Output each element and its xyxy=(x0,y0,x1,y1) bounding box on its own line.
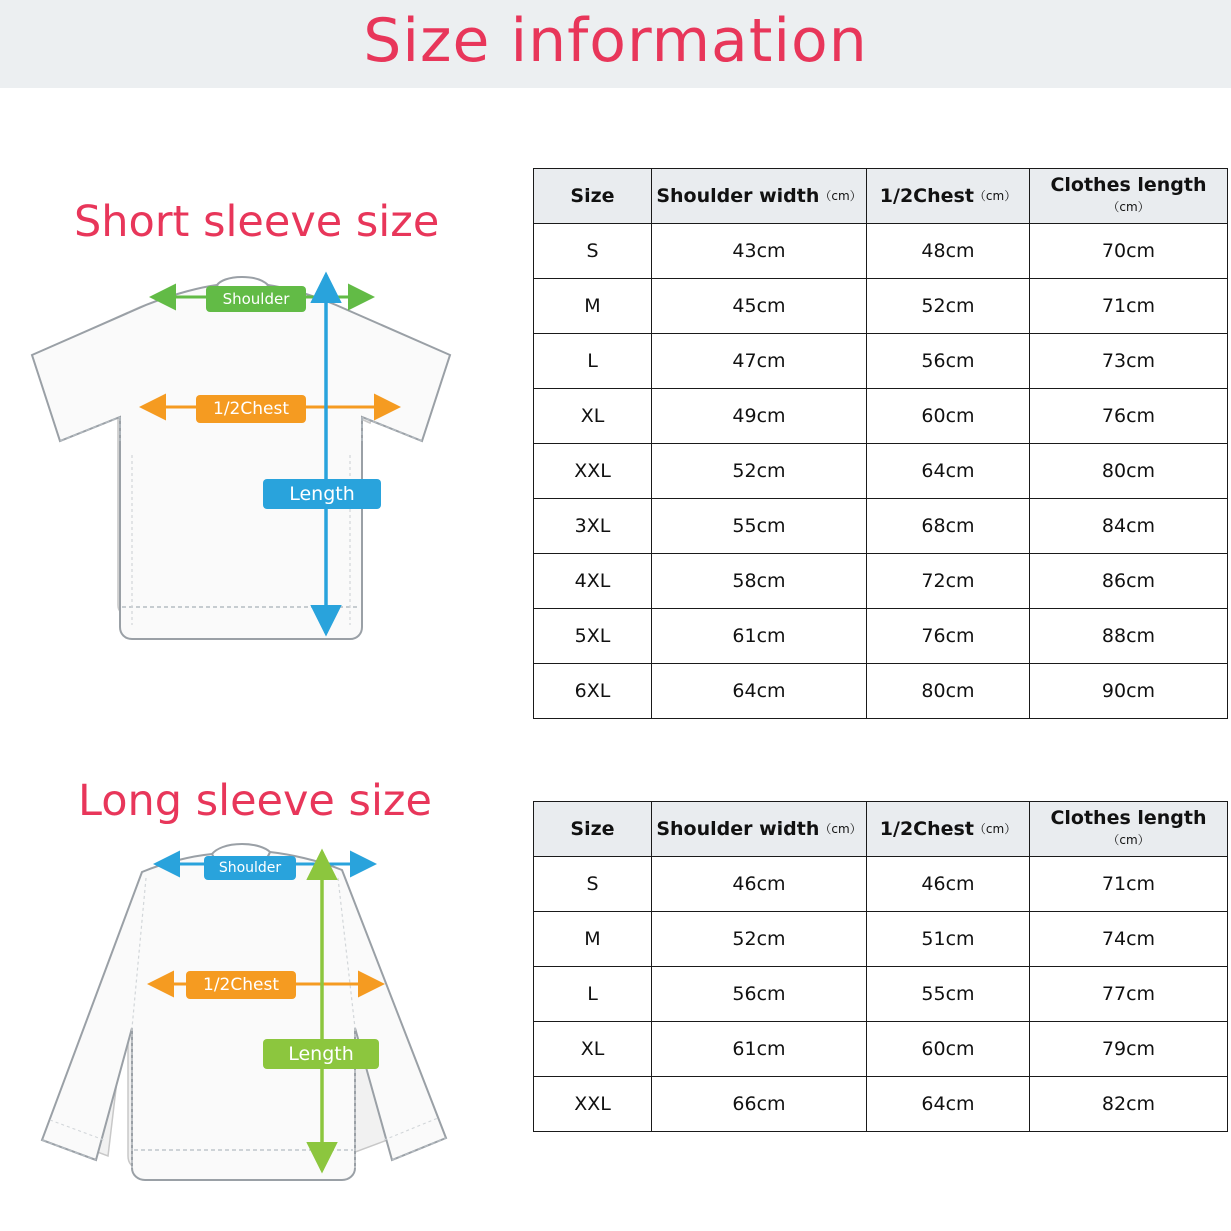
header-shoulder-label: Shoulder width xyxy=(656,185,820,207)
cell-chest: 56cm xyxy=(867,334,1030,389)
cell-shoulder: 47cm xyxy=(652,334,867,389)
header-size-label: Size xyxy=(570,818,615,840)
table-row xyxy=(534,279,1228,334)
header-clothes-length xyxy=(1030,802,1228,857)
cell-shoulder: 64cm xyxy=(652,664,867,719)
table-row xyxy=(534,664,1228,719)
table-row xyxy=(534,857,1228,912)
cell-shoulder: 55cm xyxy=(652,499,867,554)
cell-length: 70cm xyxy=(1030,224,1228,279)
cell-size: XXL xyxy=(534,1077,652,1132)
cell-chest: 76cm xyxy=(867,609,1030,664)
header-chest-label: 1/2Chest xyxy=(879,185,974,207)
header-half-chest xyxy=(867,169,1030,224)
cell-size: M xyxy=(534,279,652,334)
cell-chest: 60cm xyxy=(867,389,1030,444)
header-size xyxy=(534,802,652,857)
table-row xyxy=(534,334,1228,389)
table-row xyxy=(534,1077,1228,1132)
table-row xyxy=(534,609,1228,664)
table-row xyxy=(534,389,1228,444)
cell-length: 90cm xyxy=(1030,664,1228,719)
cell-shoulder: 61cm xyxy=(652,609,867,664)
cell-shoulder: 52cm xyxy=(652,912,867,967)
cell-shoulder: 45cm xyxy=(652,279,867,334)
cell-length: 84cm xyxy=(1030,499,1228,554)
table-row xyxy=(534,224,1228,279)
cell-length: 86cm xyxy=(1030,554,1228,609)
cell-length: 82cm xyxy=(1030,1077,1228,1132)
cell-length: 79cm xyxy=(1030,1022,1228,1077)
header-chest-unit: （cm） xyxy=(973,822,1017,836)
header-clothes-length xyxy=(1030,169,1228,224)
cell-size: XL xyxy=(534,1022,652,1077)
cell-size: L xyxy=(534,334,652,389)
cell-shoulder: 58cm xyxy=(652,554,867,609)
chest-label-long: 1/2Chest xyxy=(186,971,296,999)
cell-size: S xyxy=(534,224,652,279)
cell-size: M xyxy=(534,912,652,967)
long-sleeve-size-table xyxy=(533,801,1228,1132)
chest-label-short: 1/2Chest xyxy=(196,395,306,423)
cell-shoulder: 52cm xyxy=(652,444,867,499)
cell-shoulder: 46cm xyxy=(652,857,867,912)
cell-shoulder: 66cm xyxy=(652,1077,867,1132)
header-shoulder-unit: （cm） xyxy=(819,822,862,836)
cell-size: 5XL xyxy=(534,609,652,664)
cell-chest: 80cm xyxy=(867,664,1030,719)
long-sleeve-shirt-svg xyxy=(20,838,520,1198)
cell-size: S xyxy=(534,857,652,912)
cell-length: 80cm xyxy=(1030,444,1228,499)
header-half-chest xyxy=(867,802,1030,857)
short-sleeve-size-table xyxy=(533,168,1228,719)
cell-length: 76cm xyxy=(1030,389,1228,444)
header-chest-unit: （cm） xyxy=(973,189,1017,203)
length-label-short: Length xyxy=(263,479,381,509)
table-row xyxy=(534,967,1228,1022)
header-length-unit: （cm） xyxy=(1107,833,1150,847)
header-length-label: Clothes length xyxy=(1050,807,1207,829)
short-sleeve-diagram xyxy=(20,255,520,665)
cell-chest: 64cm xyxy=(867,1077,1030,1132)
header-length-unit: （cm） xyxy=(1107,200,1150,214)
header-shoulder-width xyxy=(652,802,867,857)
cell-size: 4XL xyxy=(534,554,652,609)
cell-size: L xyxy=(534,967,652,1022)
table-row xyxy=(534,499,1228,554)
cell-chest: 48cm xyxy=(867,224,1030,279)
cell-length: 74cm xyxy=(1030,912,1228,967)
table-row xyxy=(534,554,1228,609)
table-header-row xyxy=(534,802,1228,857)
cell-chest: 68cm xyxy=(867,499,1030,554)
header-size xyxy=(534,169,652,224)
cell-length: 73cm xyxy=(1030,334,1228,389)
table-row xyxy=(534,444,1228,499)
long-sleeve-diagram xyxy=(20,838,520,1198)
header-length-label: Clothes length xyxy=(1050,174,1207,196)
cell-size: XXL xyxy=(534,444,652,499)
page-title: Size information xyxy=(363,6,868,76)
cell-length: 71cm xyxy=(1030,857,1228,912)
shoulder-label-short: Shoulder xyxy=(206,286,306,312)
cell-chest: 51cm xyxy=(867,912,1030,967)
cell-size: 6XL xyxy=(534,664,652,719)
short-sleeve-section-title: Short sleeve size xyxy=(74,197,440,247)
long-sleeve-section-title: Long sleeve size xyxy=(78,776,432,826)
cell-size: XL xyxy=(534,389,652,444)
header-shoulder-label: Shoulder width xyxy=(656,818,820,840)
shoulder-label-long: Shoulder xyxy=(204,856,296,880)
cell-chest: 64cm xyxy=(867,444,1030,499)
cell-shoulder: 43cm xyxy=(652,224,867,279)
cell-shoulder: 61cm xyxy=(652,1022,867,1077)
header-shoulder-unit: （cm） xyxy=(819,189,862,203)
cell-length: 71cm xyxy=(1030,279,1228,334)
header-shoulder-width xyxy=(652,169,867,224)
cell-chest: 52cm xyxy=(867,279,1030,334)
cell-chest: 46cm xyxy=(867,857,1030,912)
short-sleeve-tshirt-svg xyxy=(20,255,520,665)
table-header-row xyxy=(534,169,1228,224)
cell-size: 3XL xyxy=(534,499,652,554)
header-size-label: Size xyxy=(570,185,615,207)
cell-shoulder: 56cm xyxy=(652,967,867,1022)
header-chest-label: 1/2Chest xyxy=(879,818,974,840)
cell-length: 77cm xyxy=(1030,967,1228,1022)
table-row xyxy=(534,912,1228,967)
cell-chest: 60cm xyxy=(867,1022,1030,1077)
table-row xyxy=(534,1022,1228,1077)
cell-shoulder: 49cm xyxy=(652,389,867,444)
cell-length: 88cm xyxy=(1030,609,1228,664)
length-label-long: Length xyxy=(263,1039,379,1069)
cell-chest: 72cm xyxy=(867,554,1030,609)
cell-chest: 55cm xyxy=(867,967,1030,1022)
